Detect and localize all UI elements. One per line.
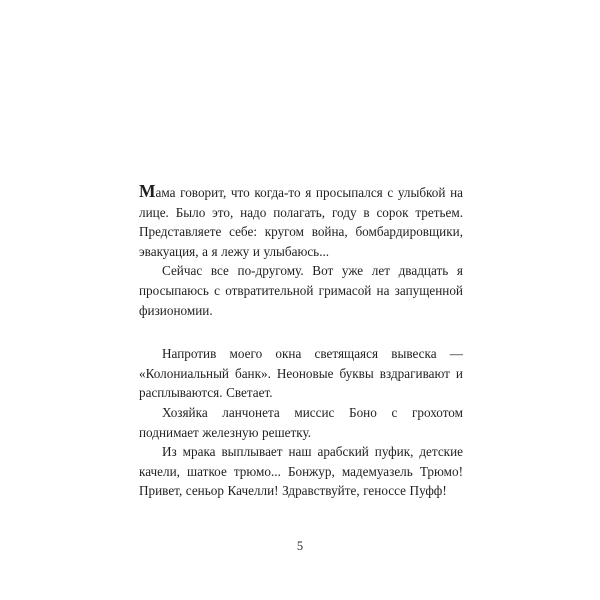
paragraph-3: Напротив моего окна светящаяся вывеска — «Колониальный банк». Неоновые буквы вздрагивают и расплываются. Светает. (139, 346, 463, 401)
paragraph-5: Из мрака выплывает наш арабский пуфик, детские качели, шаткое трюмо... Бонжур, мадемуазель Трюмо! Привет, сеньор Качелли! Здравствуйте, геноссе Пуфф! (139, 444, 463, 499)
paragraph-4: Хозяйка ланчонета миссис Боно с грохотом поднимает железную решетку. (139, 404, 463, 440)
paragraph-1-text: ама говорит, что когда-то я просыпался с улыбкой на лице. Было это, надо полагать, году в сорок третьем. Представляете себе: кругом война, бомбардировщики, эвакуация, а я лежу и улыбаюсь... (139, 185, 463, 259)
page-number: 5 (296, 539, 304, 553)
text-block-1 (139, 183, 463, 320)
paragraph-1 (139, 183, 463, 261)
drop-initial-letter: М (139, 181, 156, 201)
body-text-column (139, 183, 463, 501)
paragraph-2: Сейчас все по-другому. Вот уже лет двадцать я просыпаюсь с отвратительной гримасой на запущенной физиономии. (139, 263, 463, 318)
text-block-2 (139, 344, 463, 501)
